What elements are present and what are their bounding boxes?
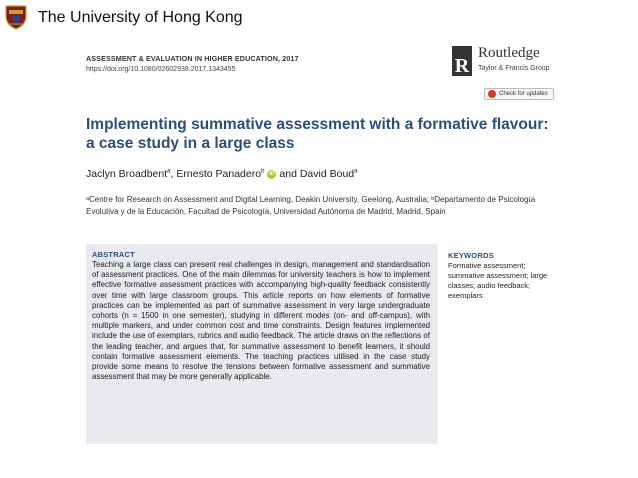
author-name[interactable]: and David Boud$^a$ (279, 168, 358, 180)
abstract-text: Teaching a large class can present real challenges in design, management and standardisation of assessment practices. One of the main dilemmas for university teachers is how to implement effective formative assessment practices with accompanying high-quality feedback consistently over time with large classroom groups. This article reports on how elements of formative practices can be implemented as part of summative assessment in very large undergraduate cohorts (n = 1500 in one semester), studying in different modes (on- and off-campus), with multiple markers, and under common cost and time constraints. Design features implemented include the use of exemplars, rubrics and audio feedback. The article draws on the reflections of the leading teacher, and argues that, for summative assessment to benefit learners, it should contain formative assessment elements. The teaching practices utilised in the case study provide some means to resolve the tensions between formative assessment and summative assessment that may be more generally applicable. (92, 260, 430, 382)
updates-icon (488, 90, 496, 98)
university-crest-icon (4, 4, 28, 30)
publisher-subtitle: Taylor & Francis Group (478, 65, 550, 72)
author-name[interactable]: Ernesto Panadero$^b$ (176, 168, 265, 180)
university-title: The University of Hong Kong (38, 9, 243, 26)
journal-name: ASSESSMENT & EVALUATION IN HIGHER EDUCATION, 2017 (86, 54, 299, 63)
check-for-updates-label: Check for updates (499, 91, 548, 97)
keywords-heading: KEYWORDS (448, 251, 494, 260)
orcid-icon[interactable]: iD (269, 170, 275, 177)
author-list (86, 168, 357, 180)
abstract-box (86, 244, 438, 444)
abstract-heading: ABSTRACT (92, 250, 135, 259)
check-for-updates-button[interactable] (484, 88, 554, 100)
affiliations: ᵃCentre for Research on Assessment and Digital Learning, Deakin University, Geelong, Australia; ᵇDepartamento de Psicología Evolutiva y de la Educación, Facultad de Psicología, Universidad Autónoma de Madrid, Madrid, Spain (86, 195, 536, 216)
author-name[interactable]: Jaclyn Broadbent$^a$, (86, 168, 174, 180)
publisher-name: Routledge (478, 45, 540, 61)
article-title: Implementing summative assessment with a formative flavour: a case study in a large class (86, 116, 549, 152)
routledge-logo-icon (452, 46, 472, 76)
svg-text:R: R (454, 55, 470, 76)
keywords-text: Formative assessment; summative assessment; large classes; audio feedback; exemplars (448, 261, 548, 300)
doi-link[interactable]: https://doi.org/10.1080/02602938.2017.1343455 (86, 66, 236, 73)
